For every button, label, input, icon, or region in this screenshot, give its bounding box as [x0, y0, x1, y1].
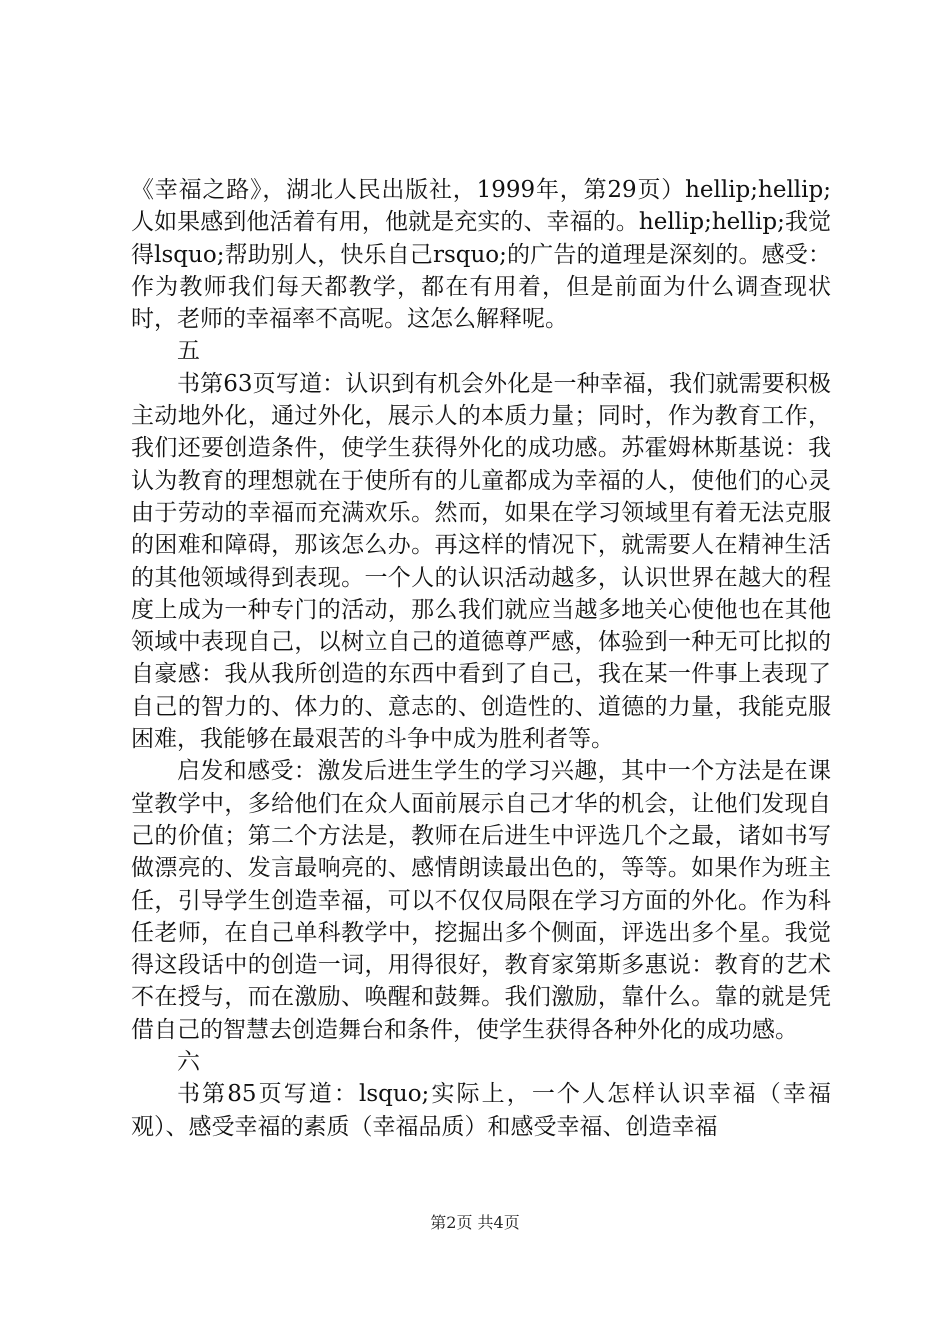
page-number-label: 第2页 共4页 [430, 1213, 520, 1232]
section-heading-five: 五 [177, 338, 200, 365]
page-footer [0, 1213, 950, 1233]
section-heading-six: 六 [177, 1049, 200, 1076]
paragraph-2: 书第63页写道：认识到有机会外化是一种幸福，我们就需要积极主动地外化，通过外化，展示人的本质力量；同时，作为教育工作，我们还要创造条件，使学生获得外化的成功感。苏霍姆林斯基说：我认为教育的理想就在于使所有的儿童都成为幸福的人，使他们的心灵由于劳动的幸福而充满欢乐。然而，如果在学习领域里有着无法克服的困难和障碍，那该怎么办。再这样的情况下，就需要人在精神生活的其他领域得到表现。一个人的认识活动越多，认识世界在越大的程度上成为一种专门的活动，那么我们就应当越多地关心使他也在其他领域中表现自己，以树立自己的道德尊严感，体验到一种无可比拟的自豪感：我从我所创造的东西中看到了自己，我在某一件事上表现了自己的智力的、体力的、意志的、创造性的、道德的力量，我能克服困难，我能够在最艰苦的斗争中成为胜利者等。 [131, 370, 831, 753]
paragraph-4: 书第85页写道：lsquo;实际上，一个人怎样认识幸福（幸福观）、感受幸福的素质（幸福品质）和感受幸福、创造幸福 [131, 1081, 831, 1140]
paragraph-3: 启发和感受：激发后进生学生的学习兴趣，其中一个方法是在课堂教学中，多给他们在众人面前展示自己才华的机会，让他们发现自己的价值；第二个方法是，教师在后进生中评选几个之最，诸如书写做漂亮的、发言最响亮的、感情朗读最出色的，等等。如果作为班主任，引导学生创造幸福，可以不仅仅局限在学习方面的外化。作为科任老师，在自己单科教学中，挖掘出多个侧面，评选出多个星。我觉得这段话中的创造一词，用得很好，教育家第斯多惠说：教育的艺术不在授与，而在激励、唤醒和鼓舞。我们激励，靠什么。靠的就是凭借自己的智慧去创造舞台和条件，使学生获得各种外化的成功感。 [131, 758, 831, 1043]
document-body [131, 174, 831, 1143]
paragraph-1: 《幸福之路》，湖北人民出版社，1999年，第29页）hellip;hellip;人如果感到他活着有用，他就是充实的、幸福的。hellip;hellip;我觉得lsquo;帮助别人，快乐自己rsquo;的广告的道理是深刻的。感受：作为教师我们每天都教学，都在有用着，但是前面为什么调查现状时，老师的幸福率不高呢。这怎么解释呢。 [131, 177, 831, 333]
